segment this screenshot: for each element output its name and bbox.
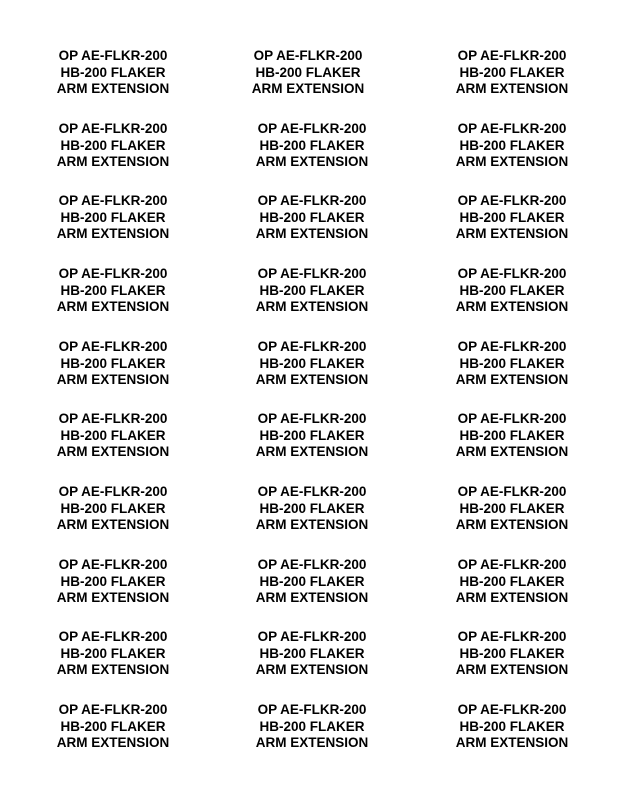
label-model: HB-200 FLAKER <box>60 718 166 734</box>
label-r10-c3 <box>432 702 592 752</box>
label-r4-c3 <box>432 266 592 316</box>
label-r9-c1 <box>33 629 193 679</box>
label-part-number: OP AE-FLKR-200 <box>457 339 567 354</box>
label-description: ARM EXTENSION <box>56 444 170 459</box>
label-model: HB-200 FLAKER <box>60 500 166 516</box>
label-model: HB-200 FLAKER <box>459 573 565 589</box>
label-part-number: OP AE-FLKR-200 <box>457 702 567 717</box>
label-model: HB-200 FLAKER <box>259 355 365 371</box>
label-model: HB-200 FLAKER <box>60 645 166 661</box>
label-part-number: OP AE-FLKR-200 <box>257 121 367 136</box>
label-model: HB-200 FLAKER <box>259 645 365 661</box>
label-model: HB-200 FLAKER <box>259 718 365 734</box>
label-description: ARM EXTENSION <box>56 372 170 387</box>
label-description: ARM EXTENSION <box>56 299 170 314</box>
label-description: ARM EXTENSION <box>455 154 569 169</box>
label-description: ARM EXTENSION <box>455 662 569 677</box>
label-part-number: OP AE-FLKR-200 <box>58 193 168 208</box>
label-r5-c1 <box>33 339 193 389</box>
label-part-number: OP AE-FLKR-200 <box>257 266 367 281</box>
label-part-number: OP AE-FLKR-200 <box>58 629 168 644</box>
label-r6-c1 <box>33 411 193 461</box>
label-model: HB-200 FLAKER <box>459 209 565 225</box>
label-r2-c2 <box>232 121 392 171</box>
label-r1-c1 <box>33 48 193 98</box>
label-r3-c3 <box>432 193 592 243</box>
label-r5-c3 <box>432 339 592 389</box>
label-description: ARM EXTENSION <box>255 154 369 169</box>
label-r7-c1 <box>33 484 193 534</box>
label-part-number: OP AE-FLKR-200 <box>58 411 168 426</box>
label-model: HB-200 FLAKER <box>459 137 565 153</box>
label-part-number: OP AE-FLKR-200 <box>58 339 168 354</box>
label-description: ARM EXTENSION <box>255 299 369 314</box>
label-description: ARM EXTENSION <box>255 372 369 387</box>
label-part-number: OP AE-FLKR-200 <box>58 484 168 499</box>
label-r8-c2 <box>232 557 392 607</box>
label-part-number: OP AE-FLKR-200 <box>257 193 367 208</box>
label-part-number: OP AE-FLKR-200 <box>457 557 567 572</box>
label-part-number: OP AE-FLKR-200 <box>257 557 367 572</box>
label-model: HB-200 FLAKER <box>459 64 565 80</box>
label-part-number: OP AE-FLKR-200 <box>58 557 168 572</box>
label-r10-c2 <box>232 702 392 752</box>
label-r7-c2 <box>232 484 392 534</box>
label-part-number: OP AE-FLKR-200 <box>457 48 567 63</box>
label-description: ARM EXTENSION <box>455 444 569 459</box>
label-description: ARM EXTENSION <box>56 517 170 532</box>
label-model: HB-200 FLAKER <box>459 427 565 443</box>
label-model: HB-200 FLAKER <box>60 573 166 589</box>
label-model: HB-200 FLAKER <box>60 355 166 371</box>
label-r2-c3 <box>432 121 592 171</box>
label-r5-c2 <box>232 339 392 389</box>
label-part-number: OP AE-FLKR-200 <box>58 121 168 136</box>
label-model: HB-200 FLAKER <box>60 137 166 153</box>
label-description: ARM EXTENSION <box>255 662 369 677</box>
label-description: ARM EXTENSION <box>455 517 569 532</box>
label-r7-c3 <box>432 484 592 534</box>
label-part-number: OP AE-FLKR-200 <box>457 411 567 426</box>
label-description: ARM EXTENSION <box>455 735 569 750</box>
label-r1-c3 <box>432 48 592 98</box>
label-description: ARM EXTENSION <box>251 81 365 96</box>
label-model: HB-200 FLAKER <box>255 64 361 80</box>
label-r9-c2 <box>232 629 392 679</box>
label-part-number: OP AE-FLKR-200 <box>457 266 567 281</box>
label-r2-c1 <box>33 121 193 171</box>
label-part-number: OP AE-FLKR-200 <box>457 629 567 644</box>
label-description: ARM EXTENSION <box>255 735 369 750</box>
label-description: ARM EXTENSION <box>56 590 170 605</box>
label-part-number: OP AE-FLKR-200 <box>257 484 367 499</box>
label-part-number: OP AE-FLKR-200 <box>257 411 367 426</box>
label-description: ARM EXTENSION <box>56 154 170 169</box>
label-r9-c3 <box>432 629 592 679</box>
label-description: ARM EXTENSION <box>455 81 569 96</box>
label-r8-c3 <box>432 557 592 607</box>
label-part-number: OP AE-FLKR-200 <box>58 702 168 717</box>
label-part-number: OP AE-FLKR-200 <box>457 484 567 499</box>
label-model: HB-200 FLAKER <box>60 427 166 443</box>
label-description: ARM EXTENSION <box>255 590 369 605</box>
label-model: HB-200 FLAKER <box>459 645 565 661</box>
label-part-number: OP AE-FLKR-200 <box>253 48 363 63</box>
label-r8-c1 <box>33 557 193 607</box>
label-part-number: OP AE-FLKR-200 <box>457 193 567 208</box>
label-part-number: OP AE-FLKR-200 <box>257 702 367 717</box>
label-r4-c1 <box>33 266 193 316</box>
label-description: ARM EXTENSION <box>455 372 569 387</box>
label-description: ARM EXTENSION <box>56 662 170 677</box>
label-description: ARM EXTENSION <box>255 444 369 459</box>
label-description: ARM EXTENSION <box>455 299 569 314</box>
label-r10-c1 <box>33 702 193 752</box>
label-model: HB-200 FLAKER <box>60 209 166 225</box>
label-description: ARM EXTENSION <box>255 517 369 532</box>
label-r3-c1 <box>33 193 193 243</box>
label-model: HB-200 FLAKER <box>459 355 565 371</box>
label-model: HB-200 FLAKER <box>459 282 565 298</box>
label-model: HB-200 FLAKER <box>259 282 365 298</box>
label-part-number: OP AE-FLKR-200 <box>257 629 367 644</box>
label-description: ARM EXTENSION <box>455 590 569 605</box>
label-part-number: OP AE-FLKR-200 <box>58 48 168 63</box>
label-r3-c2 <box>232 193 392 243</box>
label-description: ARM EXTENSION <box>56 226 170 241</box>
label-description: ARM EXTENSION <box>56 81 170 96</box>
label-part-number: OP AE-FLKR-200 <box>457 121 567 136</box>
label-description: ARM EXTENSION <box>56 735 170 750</box>
label-model: HB-200 FLAKER <box>259 137 365 153</box>
label-model: HB-200 FLAKER <box>459 500 565 516</box>
label-model: HB-200 FLAKER <box>259 573 365 589</box>
label-part-number: OP AE-FLKR-200 <box>257 339 367 354</box>
label-r1-c2 <box>228 48 388 98</box>
label-model: HB-200 FLAKER <box>459 718 565 734</box>
label-r4-c2 <box>232 266 392 316</box>
label-description: ARM EXTENSION <box>255 226 369 241</box>
label-r6-c2 <box>232 411 392 461</box>
label-r6-c3 <box>432 411 592 461</box>
label-model: HB-200 FLAKER <box>259 209 365 225</box>
label-model: HB-200 FLAKER <box>259 500 365 516</box>
label-model: HB-200 FLAKER <box>60 64 166 80</box>
label-model: HB-200 FLAKER <box>259 427 365 443</box>
label-model: HB-200 FLAKER <box>60 282 166 298</box>
label-description: ARM EXTENSION <box>455 226 569 241</box>
label-part-number: OP AE-FLKR-200 <box>58 266 168 281</box>
